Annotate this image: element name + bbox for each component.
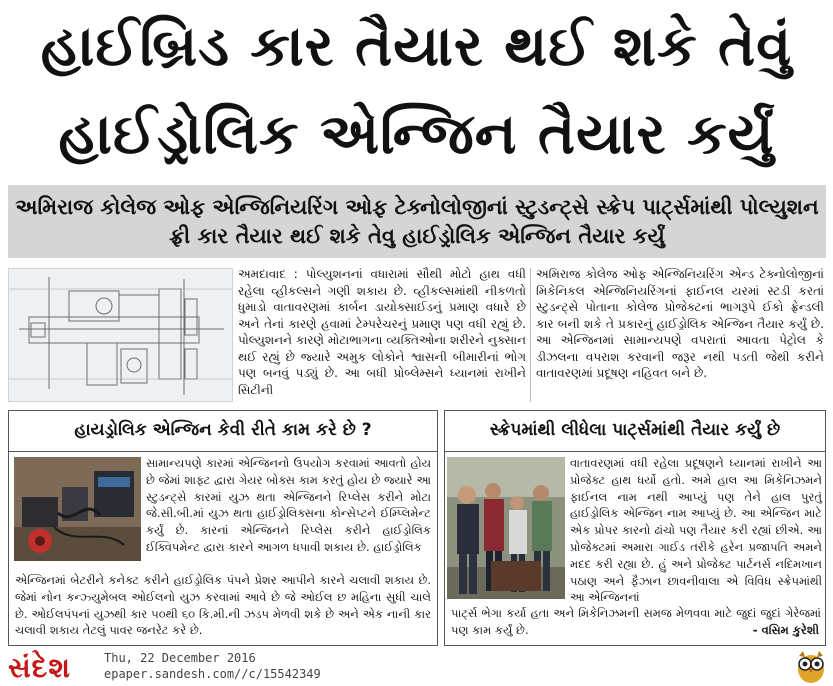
box-title-divider	[9, 451, 437, 452]
engine-cad-drawing	[9, 269, 233, 402]
subheadline-line-2: ફ્રી કાર તૈયાર થઈ શકે તેવુ હાઈડ્રોલિક એન્જિન તૈયાર કર્યું	[169, 224, 665, 248]
box-title-divider	[445, 451, 825, 452]
how-it-works-paragraph-1: સામાન્યપણે કારમાં એન્જિનનો ઉપયોગ કરવામાં આવતો હોય છે જેમાં શાફ્ટ દ્વારા ગેયર બોક્સ કામ કરતું હોય છે જ્યારે આ સ્ટુડન્ટ્સે કારમાં યુઝ થતા એન્જિનને રિપ્લેસ કરીને મોટા જે.સી.બી.માં યુઝ થતા હાઈડ્રોલિક્સના કોન્સેપ્ટને ઈમ્પ્લિમેન્ટ કર્યું છે. કારનાં એન્જિનને રિપ્લેસ કરીને હાઈડ્રોલિક ઈક્વિપમેન્ટ દ્વારા કારને આગળ ધપાવી શકાય છે. હાઈડ્રોલિક	[146, 456, 431, 554]
hydraulic-engine-photo	[14, 457, 141, 561]
students-group-photo	[447, 457, 565, 599]
hydraulic-engine-illustration	[14, 457, 141, 561]
footer	[0, 648, 833, 686]
scrap-parts-paragraph-1: વાતાવરણમાં વધી રહેલા પ્રદૂષણને ધ્યાનમાં રાખીને આ પ્રોજેક્ટ હાથ ધર્યો હતો. અમે હાલ આ મિકેનિઝમને ફાઈનલ નામ નથી આપ્યું પણ તેને હાલ પુરતું હાઈડ્રોલિક એન્જિન નામ આપ્યું છે. આ એન્જિન માટે એક પ્રોપર કારનો ઢાંચો પણ તૈયાર કરી રહ્યાં છીએ. આ પ્રોજેક્ટમાં અમારા ગાઈડ તરીકે હરેન પ્રજાપતિ અમને મદદ કરી રહ્યા છે. હું અને પ્રોજેક્ટ પાર્ટનર્સ નદિમખાન પઠાણ અને ફૈઝાન છાવનીવાલા એ વિવિધ સ્ક્રેપમાંથી આ એન્જિનનાં	[570, 456, 822, 605]
headline-line-2: હાઈડ્રોલિક એન્જિન તૈયાર કર્યું	[58, 102, 775, 167]
column-divider	[530, 268, 531, 402]
headline-line-1: હાઈબ્રિડ કાર તૈયાર થઈ શકે તેવું	[40, 14, 793, 79]
students-illustration	[447, 457, 565, 599]
epaper-url[interactable]: epaper.sandesh.com//c/15542349	[104, 667, 321, 681]
engine-cad-diagram-image	[8, 268, 233, 402]
how-it-works-title: હાયડ્રોલિક એન્જિન કેવી રીતે કામ કરે છે ?	[74, 420, 372, 440]
author-byline: - વસિમ કુરેશી	[752, 623, 819, 637]
scrap-parts-box	[444, 410, 826, 646]
how-it-works-box	[8, 410, 438, 646]
owl-icon	[793, 648, 829, 684]
publication-date: Thu, 22 December 2016	[104, 651, 256, 665]
intro-column-1: અમદાવાદ : પોલ્યુશનનાં વધારામાં સૌથી મોટો હાથ વધી રહેલા વ્હીકલ્સને ગણી શકાય છે. વ્હીકલ્સમાંથી નીકળતો ધુમાડો વાતાવરણમાં કાર્બન ડાયોક્સાઈડનું પ્રમાણ વધારે છે અને તેનાં કારણે હવામાં ટેમ્પરેચરનું પ્રમાણ પણ વધી રહ્યું છે. પોલ્યુશનને કારણે મોટાભાગના વ્યક્તિઓના શરીરને નુક્સાન થઈ રહ્યું છે જ્યારે અમુક લોકોને શ્વાસની બીમારીનાં ભોગ પણ બનવું પડ્યું છે. આ બધી પ્રોબ્લેમ્સને ધ્યાનમાં રાખીને સિટીની	[238, 267, 526, 397]
intro-column-2: અમિરાજ કોલેજ ઓફ એન્જિનિયરિંગ એન્ડ ટેક્નોલોજીનાં મિકેનિકલ એન્જિનિયરિંગનાં ફાઈનલ યરમાં સ્ટડી કરતાં સ્ટુડન્ટ્સે પોતાના કોલેજ પ્રોજેક્ટનાં ભાગરૂપે ઈકો ફ્રેન્ડલી કાર બની શકે તે પ્રકારનું હાઈડ્રોલિક એન્જિન તૈયાર કર્યું છે. આ એન્જિનમાં સામાન્યપણે વપરાતાં આવતા પેટ્રોલ કે ડીઝલના વપરાશ કરવાની જરૂર નથી પડતી જેથી કરીને વાતાવરણમાં પ્રદૂષણ નહિવત બને છે.	[536, 267, 824, 380]
subheadline-line-1: અમિરાજ કોલેજ ઓફ એન્જિનિયરિંગ ઓફ ટેક્નોલોજીનાં સ્ટુડન્ટ્સે સ્ક્રેપ પાર્ટ્સમાંથી પોલ્યુશન	[15, 195, 819, 219]
sandesh-logo: સંદેશ	[8, 651, 71, 684]
subheadline-box	[8, 185, 826, 258]
scrap-parts-paragraph-2: પાર્ટ્સ ભેગા કર્યા હતા અને મિકેનિઝમની સમજ મેળવવા માટે જુદાં જુદાં ગેરેજમાં પણ કામ કર્યું છે.	[451, 606, 821, 637]
scrap-parts-title: સ્ક્રેપમાંથી લીધેલા પાર્ટ્સમાંથી તૈયાર કર્યું છે	[489, 420, 781, 440]
headline	[0, 0, 833, 183]
how-it-works-paragraph-2: એન્જિનમાં બેટરીને કનેક્ટ કરીને હાઈડ્રોલિક પંપને પ્રેશર આપીને કારને ચલાવી શકાય છે. જેમાં નોન કન્ઝ્યુમેબલ ઓઈલનો યુઝ કરવામાં આવે છે જે ઓઈલ છ મહિના સુધી ચાલે છે. ઓઈલપંપનાં યુઝથી કાર ૫૦થી ૬૦ કિ.મી.ની ઝડપ મેળવી શકે છે અને એક નાની કાર ચલાવી શકાય તેટલું પાવર જનરેટ કરે છે.	[15, 573, 431, 638]
